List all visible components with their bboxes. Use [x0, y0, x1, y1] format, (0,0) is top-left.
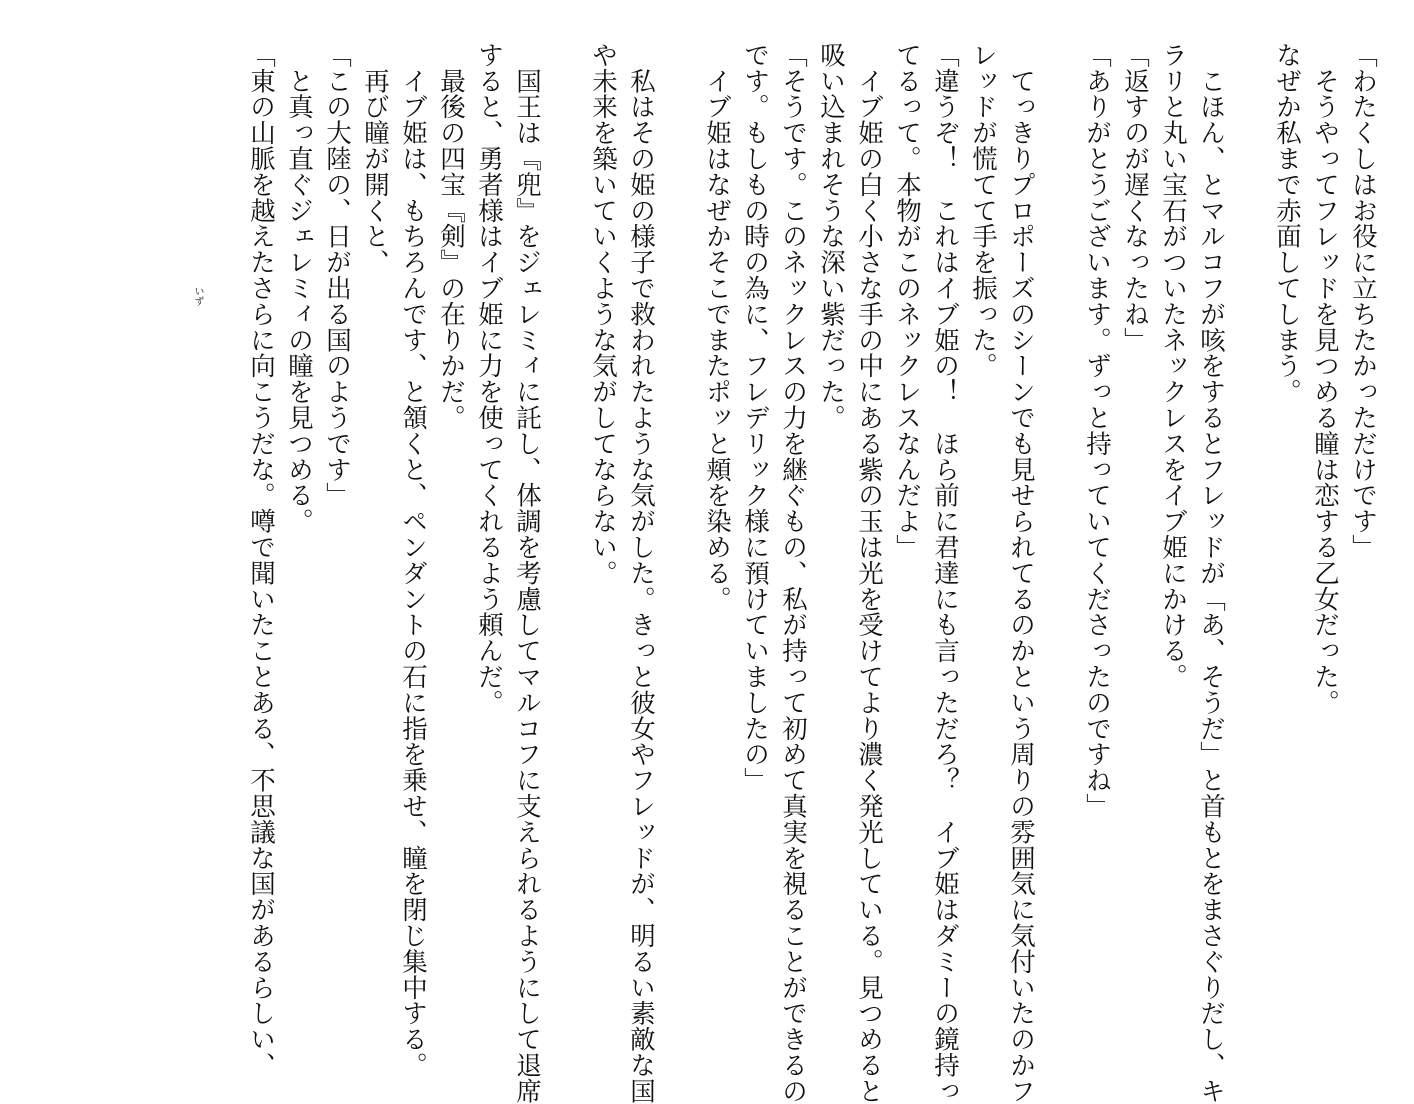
- text-column-18: イブ姫はなぜかそこでまたポッと頬を染める。: [702, 42, 732, 612]
- text-column-30: 「東の山脈を越えたさらに向こうだな。噂で聞いたことある、不思議な国があるらしい、: [246, 42, 276, 1078]
- text-column-4: [1234, 42, 1264, 982]
- text-column-1: 「わたくしはお役に立ちたかっただけです」: [1348, 42, 1378, 560]
- text-column-16: 「そうです。このネックレスの力を継ぐもの、私が持って初めて真実を視ることができるの: [778, 42, 808, 1104]
- ruby-reading: いず: [192, 286, 203, 306]
- text-column-8: 「ありがとうございます。ずっと持っていてくださったのですね」: [1082, 42, 1112, 819]
- text-column-14: イブ姫の白く小さな手の中にある紫の玉は光を受けてより濃く発光している。見つめると: [854, 42, 884, 1104]
- text-column-2: そうやってフレッドを見つめる瞳は恋する乙女だった。: [1310, 42, 1340, 716]
- text-column-28: 「この大陸の、日が出る国のようです」: [322, 42, 352, 509]
- text-column-7: 「返すのが遅くなったね」: [1120, 42, 1150, 353]
- text-column-25: 最後の四宝『剣』の在りかだ。: [436, 42, 466, 431]
- text-column-11: レッドが慌てて手を振った。: [968, 42, 998, 379]
- text-column-22: [550, 42, 580, 982]
- text-column-27: 再び瞳が開くと、: [360, 42, 390, 276]
- text-column-13: てるって。本物がこのネックレスなんだよ」: [892, 42, 922, 560]
- text-column-9: [1044, 42, 1074, 982]
- text-column-20: 私はその姫の様子で救われたような気がした。きっと彼女やフレッドが、明るい素敵な国: [626, 42, 656, 1104]
- text-column-5: こほん、とマルコフが咳をするとフレッドが「あ、そうだ」と首もとをまさぐりだし、キ: [1196, 42, 1226, 1104]
- text-column-26: イブ姫は、もちろんです、と頷くと、ペンダントの石に指を乗せ、瞳を閉じ集中する。: [398, 42, 428, 1078]
- text-column-19: [664, 42, 694, 982]
- text-column-3: なぜか私まで赤面してしまう。: [1272, 42, 1302, 405]
- text-column-10: てっきりプロポーズのシーンでも見せられてるのかという周りの雰囲気に気付いたのかフ: [1006, 42, 1036, 1104]
- text-column-6: ラリと丸い宝石がついたネックレスをイブ姫にかける。: [1158, 42, 1188, 690]
- text-column-29: と真っ直ぐジェレミィの瞳を見つめる。: [284, 42, 314, 535]
- text-column-12: 「違うぞ！ これはイブ姫の！ ほら前に君達にも言っただろ？ イブ姫はダミーの鏡持っ: [930, 42, 960, 1104]
- text-column-21: や未来を築いていくような気がしてならない。: [588, 42, 618, 586]
- text-column-15: 吸い込まれそうな深い紫だった。: [816, 42, 846, 431]
- text-column-23: 国王は『兜』をジェレミィに託し、体調を考慮してマルコフに支えられるようにして退席: [512, 42, 542, 1104]
- text-column-24: すると、勇者様はイブ姫に力を使ってくれるよう頼んだ。: [474, 42, 504, 716]
- text-column-17: です。もしもの時の為に、フレデリック様に預けていましたの」: [740, 42, 770, 794]
